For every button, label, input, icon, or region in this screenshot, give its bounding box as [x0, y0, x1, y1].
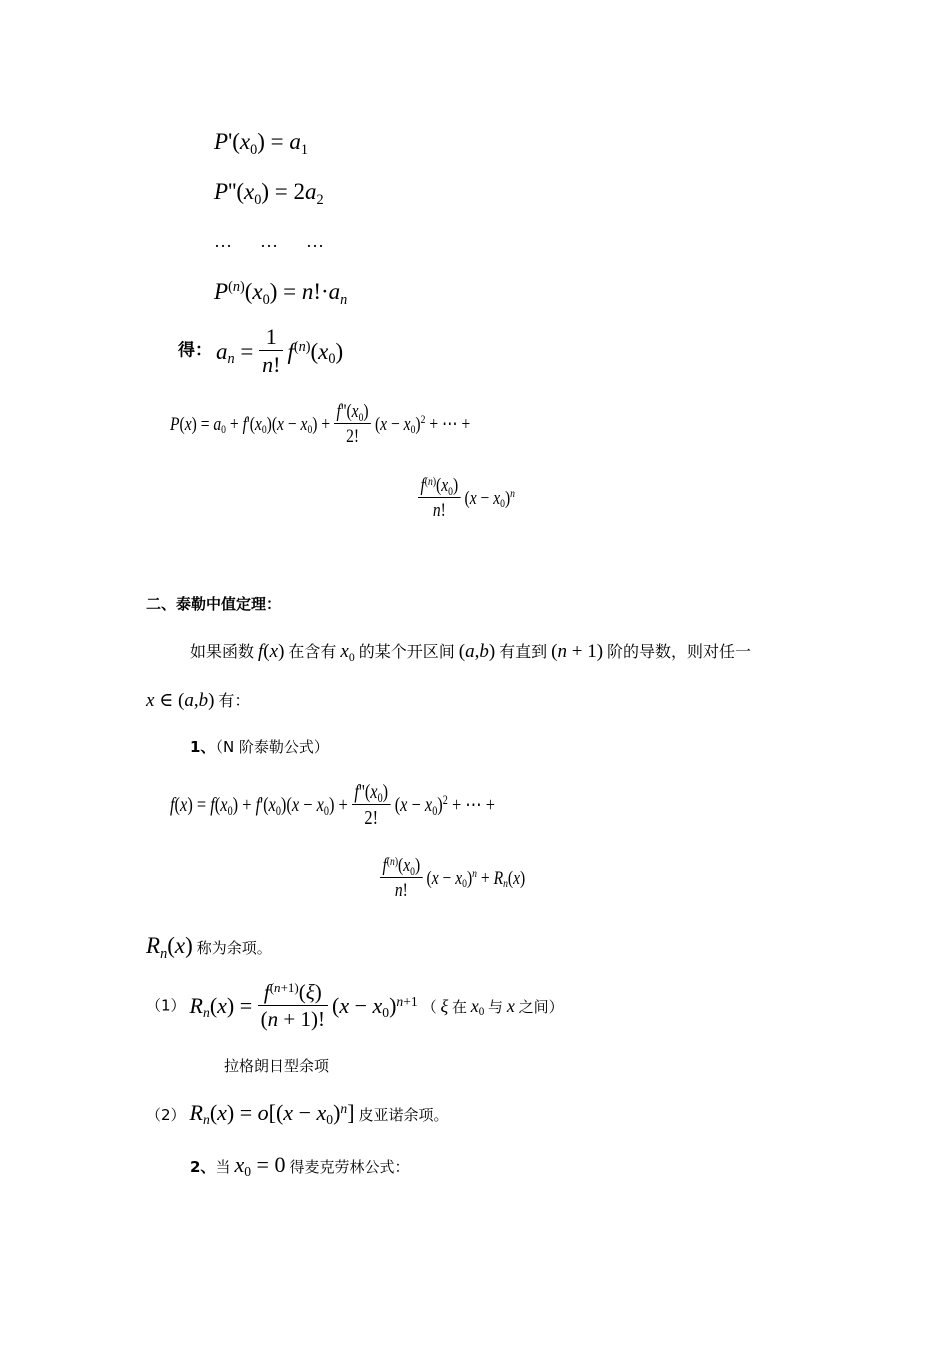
polynomial-line-2: $\frac{f^{(n)}(x_0)}{n!}$ $(x - x_0)^n$: [418, 476, 536, 520]
result-line: 得： $a_n$ = $\frac{1}{n!}$ $f^{(n)}(x_0)$: [178, 324, 344, 377]
ellipsis-line: … … …: [214, 231, 326, 251]
remainder-line: $R_n(x)$ 称为余项。: [146, 933, 272, 962]
result-label: 得：: [178, 340, 212, 361]
item-1: 1、（N 阶泰勒公式）: [190, 738, 329, 756]
section-heading: 二、泰勒中值定理：: [146, 595, 282, 613]
result-fraction: $\frac{1}{n!}$: [259, 326, 283, 376]
lagrange-remainder-name: 拉格朗日型余项: [224, 1057, 330, 1075]
remainder-lagrange: （1） $R_n(x)$ = $\frac{f^{(n+1)}(\xi)}{(n + 1)!}$ $(x - x_0)^{n+1}$ （ ξ 在 $x_0$ 与 x 之间）: [146, 979, 564, 1031]
derivative-line-2: $P''(x_0) = 2a_2$: [214, 179, 324, 208]
theorem-paragraph-line-1: 如果函数 f(x) 在含有 $x_0$ 的某个开区间 (a,b) 有直到 (n + 1) 阶的导数，则对任一: [190, 641, 752, 664]
derivative-line-n: $P^{(n)}(x_0) = n!\cdot a_n$: [214, 279, 348, 308]
item-2: 2、当 $x_0 = 0$ 得麦克劳林公式：: [190, 1152, 410, 1180]
taylor-formula-line-1: $f(x) = f(x_0) + f'(x_0)(x - x_0)$ + $\frac{f''(x_0)}{2!}$ $(x - x_0)^2$ + ⋯ +: [170, 781, 496, 829]
taylor-formula-line-2: $\frac{f^{(n)}(x_0)}{n!}$ $(x - x_0)^n + R_n(x)$: [380, 856, 557, 900]
derivative-line-1: $P'(x_0) = a_1$: [214, 129, 308, 158]
polynomial-line-1: $P(x) = a_0 + f'(x_0)(x - x_0)$ + $\frac{f''(x_0)}{2!}$ $(x - x_0)^2$ + ⋯ +: [170, 401, 471, 447]
remainder-peano: （2） $R_n(x) = o[(x - x_0)^n]$ 皮亚诺余项。: [146, 1100, 449, 1128]
theorem-paragraph-line-2: x ∈ (a,b) 有：: [146, 690, 251, 711]
